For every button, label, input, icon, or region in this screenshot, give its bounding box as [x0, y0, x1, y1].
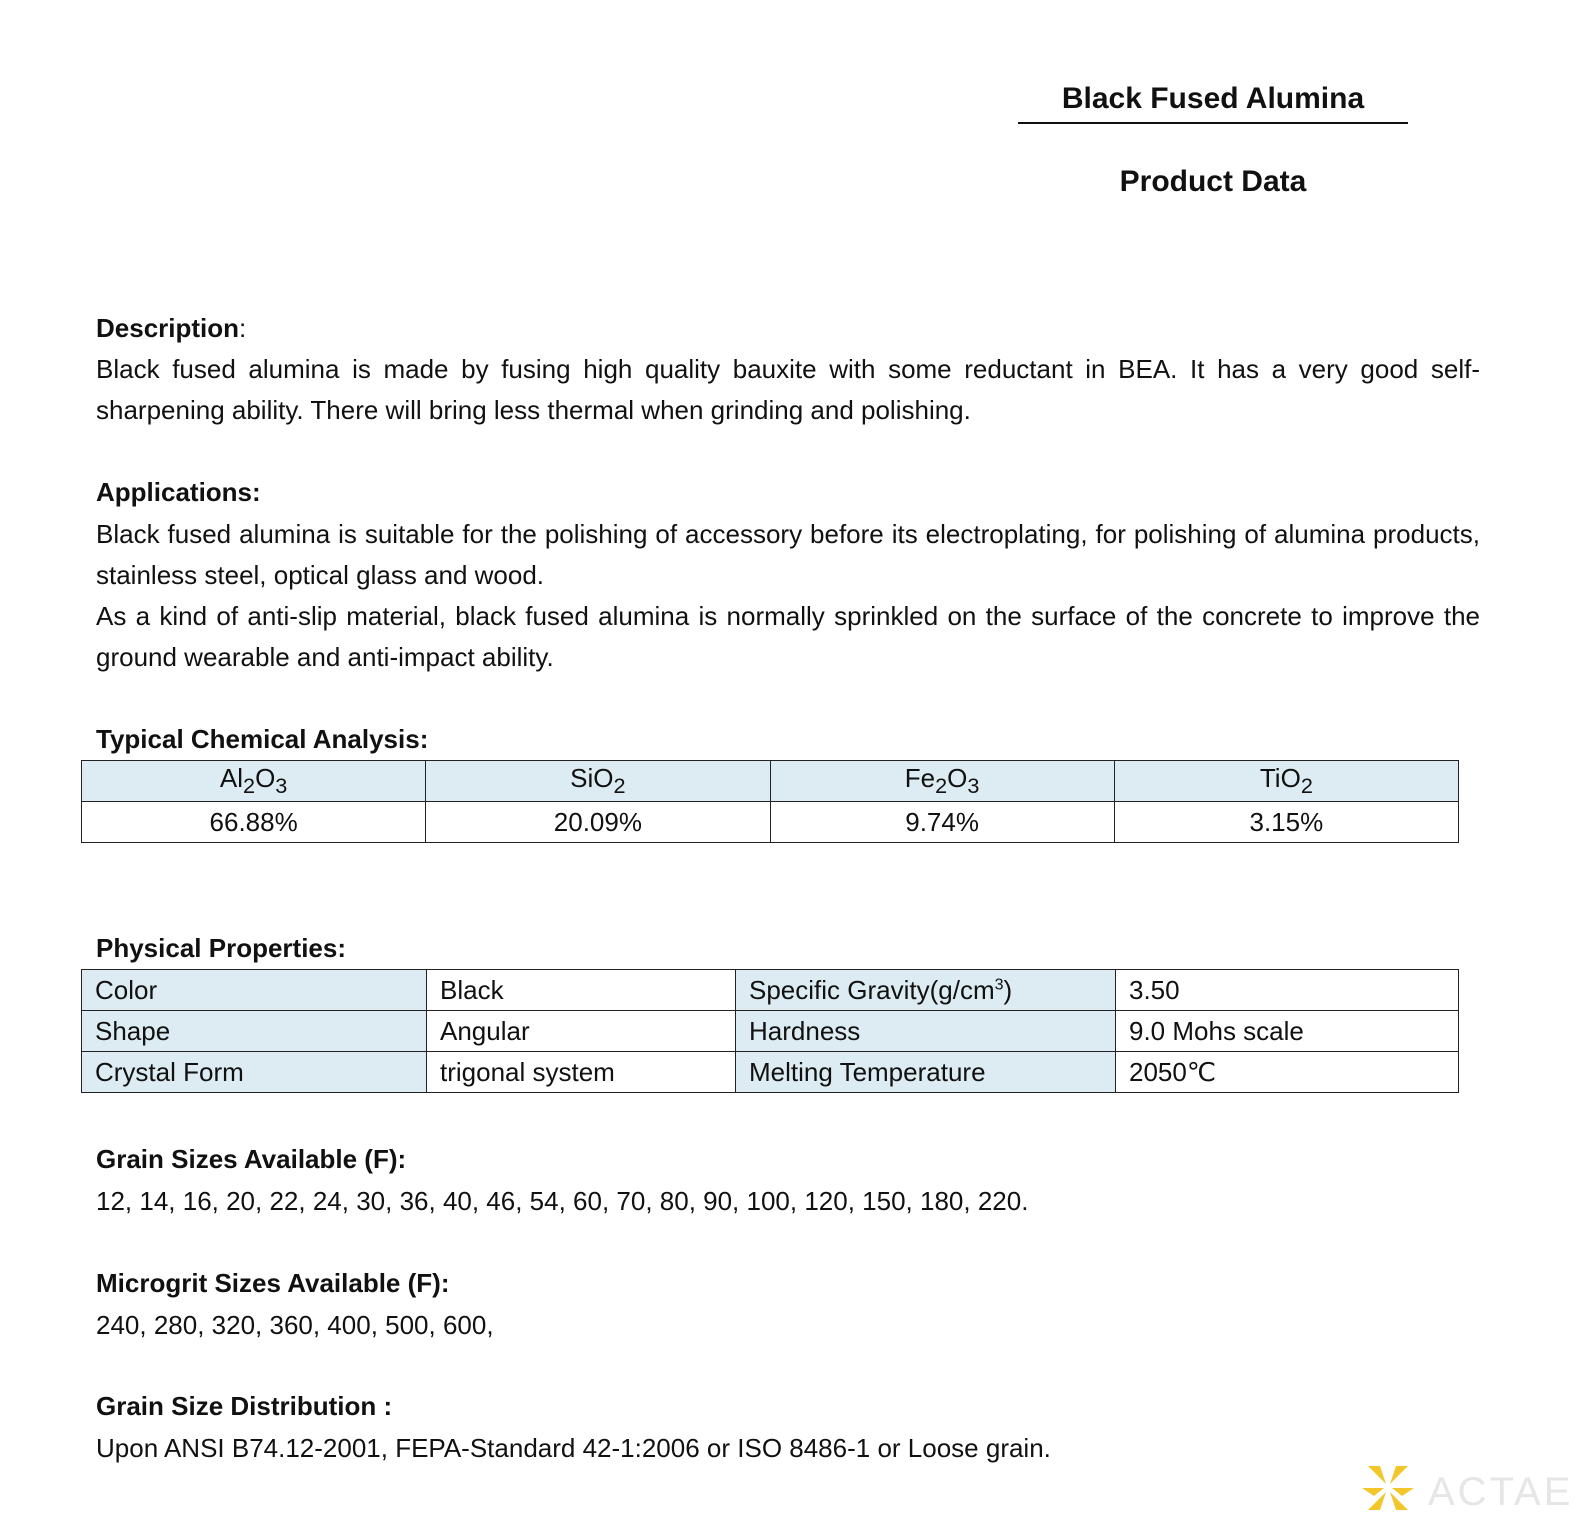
chemical-value-cell: 20.09% — [426, 802, 770, 843]
label-superscript: 3 — [994, 975, 1004, 993]
physical-label-cell: Melting Temperature — [736, 1052, 1116, 1093]
physical-value-cell: trigonal system — [427, 1052, 736, 1093]
formula-part: Al — [219, 762, 244, 793]
applications-paragraph-1: Black fused alumina is suitable for the polishing of accessory before its electroplating, for polishing of alumina products, stainless steel, optical glass and wood. — [96, 519, 1480, 590]
logo-text: ACTAE — [1428, 1470, 1574, 1514]
formula-part: TiO — [1259, 762, 1301, 793]
physical-row — [82, 1052, 1459, 1093]
physical-label-cell — [736, 970, 1116, 1011]
physical-label-cell: Crystal Form — [82, 1052, 427, 1093]
label-text: Specific Gravity(g/cm — [749, 974, 995, 1005]
description-heading-text: Description — [96, 313, 240, 343]
label-text: ) — [1003, 974, 1013, 1005]
physical-value-cell: Angular — [427, 1011, 736, 1052]
formula-subscript: 2 — [613, 773, 626, 799]
formula-part: Fe — [904, 762, 936, 793]
logo-petal-icon — [1360, 1462, 1416, 1514]
microgrit-heading: Microgrit Sizes Available (F): — [96, 1268, 450, 1298]
chemical-value-cell: 9.74% — [770, 802, 1114, 843]
formula-subscript: 3 — [275, 773, 288, 799]
formula-subscript: 2 — [243, 773, 256, 799]
chemical-header-cell — [82, 761, 426, 802]
microgrit-text: 240, 280, 320, 360, 400, 500, 600, — [96, 1310, 494, 1340]
formula-subscript: 2 — [935, 773, 948, 799]
chemical-value-cell: 3.15% — [1114, 802, 1458, 843]
physical-value-cell: 2050℃ — [1116, 1052, 1459, 1093]
chemical-header-cell — [770, 761, 1114, 802]
chemical-header-cell — [426, 761, 770, 802]
formula-subscript: 3 — [967, 773, 980, 799]
description-heading-colon: : — [239, 313, 247, 343]
formula-part: O — [947, 762, 968, 793]
physical-label-cell: Hardness — [736, 1011, 1116, 1052]
formula-part: O — [255, 762, 276, 793]
physical-heading: Physical Properties: — [96, 933, 346, 963]
chemical-value-row — [82, 802, 1459, 843]
formula-part: SiO — [570, 762, 614, 793]
physical-label-cell: Color — [82, 970, 427, 1011]
physical-label-cell: Shape — [82, 1011, 427, 1052]
physical-value-cell: 3.50 — [1116, 970, 1459, 1011]
physical-table — [81, 969, 1459, 1093]
physical-value-cell: Black — [427, 970, 736, 1011]
distribution-text: Upon ANSI B74.12-2001, FEPA-Standard 42-1:2006 or ISO 8486-1 or Loose grain. — [96, 1433, 1051, 1463]
page-subtitle: Product Data — [1119, 165, 1307, 198]
page-title: Black Fused Alumina — [1018, 82, 1408, 124]
description-heading — [96, 313, 246, 344]
applications-heading: Applications: — [96, 477, 261, 507]
grain-text: 12, 14, 16, 20, 22, 24, 30, 36, 40, 46, 54, 60, 70, 80, 90, 100, 120, 150, 180, 220. — [96, 1186, 1029, 1216]
formula-subscript: 2 — [1300, 773, 1313, 799]
physical-value-cell: 9.0 Mohs scale — [1116, 1011, 1459, 1052]
applications-paragraph-2: As a kind of anti-slip material, black fused alumina is normally sprinkled on the surface of the concrete to improve the ground wearable and anti-impact ability. — [96, 601, 1480, 672]
description-text: Black fused alumina is made by fusing high quality bauxite with some reductant in BEA. It has a very good self-sharpening ability. There will bring less thermal when grinding and polishing. — [96, 354, 1480, 425]
chemical-value-cell: 66.88% — [82, 802, 426, 843]
grain-heading: Grain Sizes Available (F): — [96, 1144, 407, 1174]
physical-row — [82, 1011, 1459, 1052]
physical-row — [82, 970, 1459, 1011]
distribution-heading: Grain Size Distribution : — [96, 1391, 393, 1421]
company-logo — [1360, 1462, 1574, 1514]
chemical-table — [81, 760, 1459, 843]
chemical-heading: Typical Chemical Analysis: — [96, 724, 429, 754]
chemical-header-cell — [1114, 761, 1458, 802]
chemical-header-row — [82, 761, 1459, 802]
